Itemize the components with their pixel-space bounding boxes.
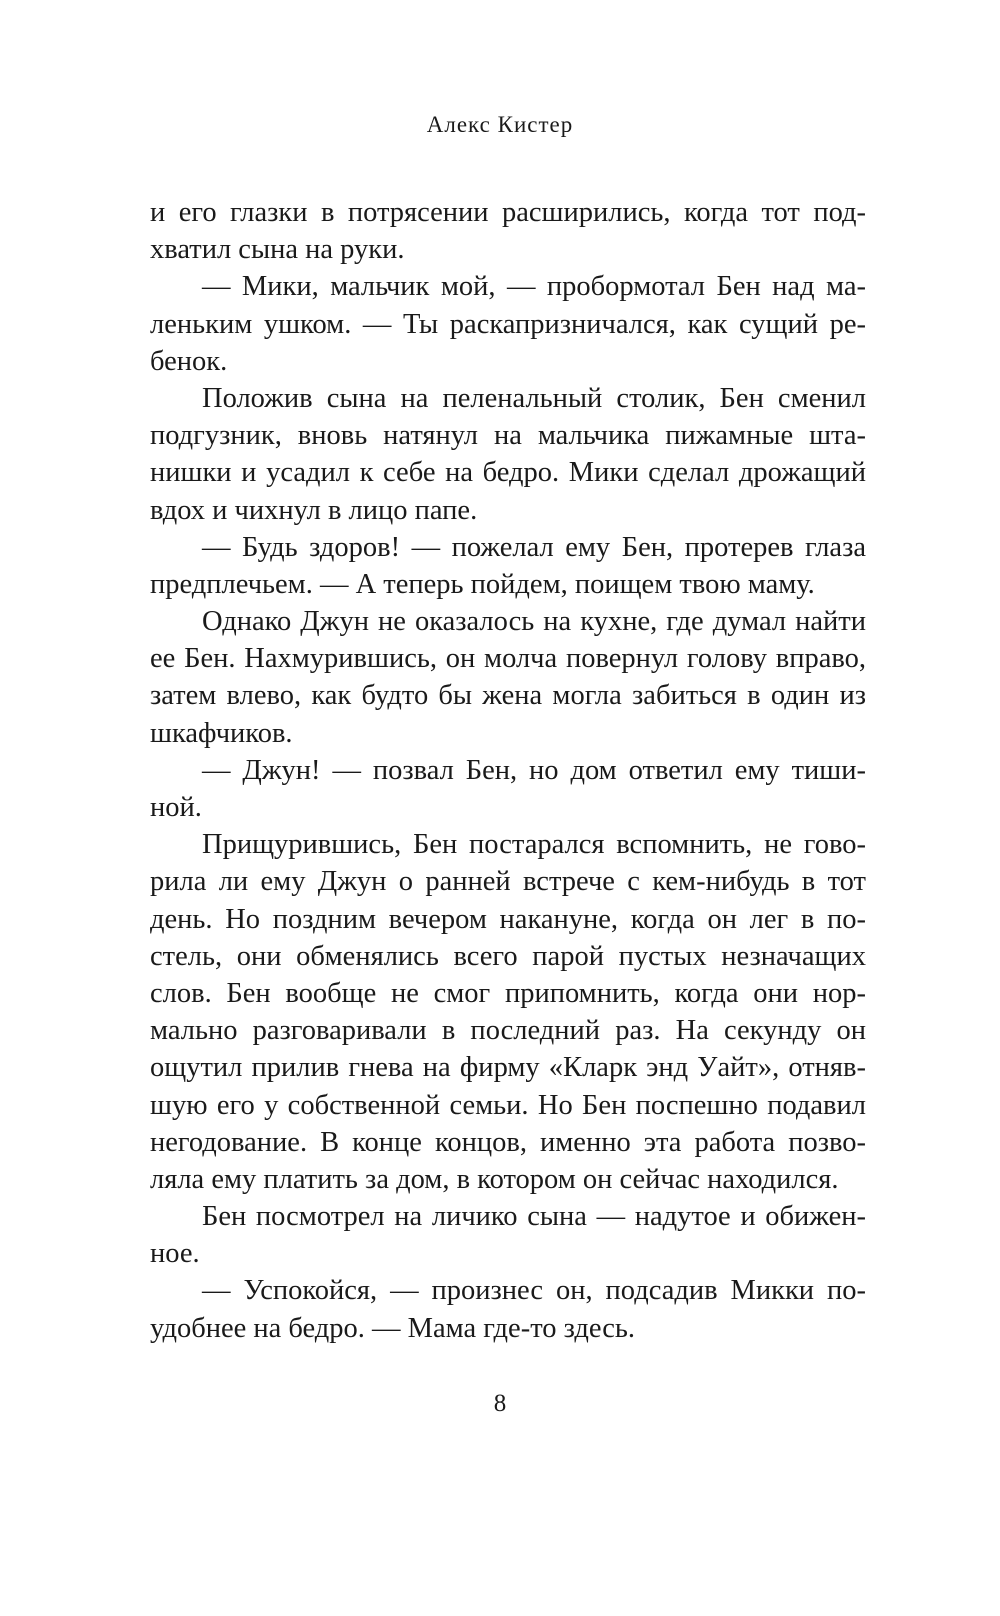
text-line: негодование. В конце концов, именно эта работа позво- bbox=[150, 1126, 866, 1158]
text-line: вдох и чихнул в лицо папе. bbox=[150, 494, 478, 526]
text-line: ощутил прилив гнева на фирму «Кларк энд Уайт», отняв- bbox=[150, 1052, 866, 1084]
text-line: — Будь здоров! — пожелал ему Бен, протерев глаза bbox=[202, 531, 866, 563]
text-line: хватил сына на руки. bbox=[150, 234, 405, 266]
text-line: леньким ушком. — Ты раскапризничался, как сущий ре- bbox=[150, 308, 866, 340]
text-line: и его глазки в потрясении расширились, когда тот под- bbox=[150, 197, 866, 228]
text-line: подгузник, вновь натянул на мальчика пижамные шта- bbox=[150, 420, 866, 452]
text-line: шую его у собственной семьи. Но Бен поспешно подавил bbox=[150, 1089, 866, 1121]
text-line: рила ли ему Джун о ранней встрече с кем-нибудь в тот bbox=[150, 866, 866, 898]
text-line: день. Но поздним вечером накануне, когда он лег в по- bbox=[150, 903, 866, 935]
running-head-author: Алекс Кистер bbox=[426, 112, 574, 137]
page-number: 8 bbox=[493, 1390, 507, 1417]
text-line: шкафчиков. bbox=[150, 717, 293, 749]
text-line: мально разговаривали в последний раз. На секунду он bbox=[150, 1015, 866, 1047]
text-line: Однако Джун не оказалось на кухне, где думал найти bbox=[202, 606, 866, 638]
text-line: стель, они обменялись всего парой пустых незначащих bbox=[150, 940, 866, 972]
text-line: ляла ему платить за дом, в котором он сейчас находился. bbox=[150, 1163, 839, 1195]
text-line: слов. Бен вообще не смог припомнить, когда они нор- bbox=[150, 977, 866, 1009]
text-line: Бен посмотрел на личико сына — надутое и обижен- bbox=[202, 1201, 866, 1233]
text-line: Прищурившись, Бен постарался вспомнить, не гово- bbox=[202, 829, 866, 861]
text-line: — Успокойся, — произнес он, подсадив Микки по- bbox=[202, 1275, 866, 1307]
text-line: удобнее на бедро. — Мама где-то здесь. bbox=[150, 1312, 636, 1344]
text-line: — Мики, мальчик мой, — пробормотал Бен над ма- bbox=[202, 271, 866, 303]
text-line: ное. bbox=[150, 1238, 200, 1270]
text-line: затем влево, как будто бы жена могла забиться в один из bbox=[150, 680, 866, 712]
text-line: ее Бен. Нахмурившись, он молча повернул голову вправо, bbox=[150, 643, 866, 675]
text-line: предплечьем. — А теперь пойдем, поищем твою маму. bbox=[150, 568, 815, 600]
text-line: — Джун! — позвал Бен, но дом ответил ему тиши- bbox=[202, 754, 866, 786]
body-text bbox=[150, 194, 866, 1347]
text-line: Положив сына на пеленальный столик, Бен сменил bbox=[202, 382, 866, 414]
text-line: нишки и усадил к себе на бедро. Мики сделал дрожащий bbox=[150, 457, 866, 489]
text-line: бенок. bbox=[150, 345, 228, 377]
text-line: ной. bbox=[150, 792, 202, 823]
